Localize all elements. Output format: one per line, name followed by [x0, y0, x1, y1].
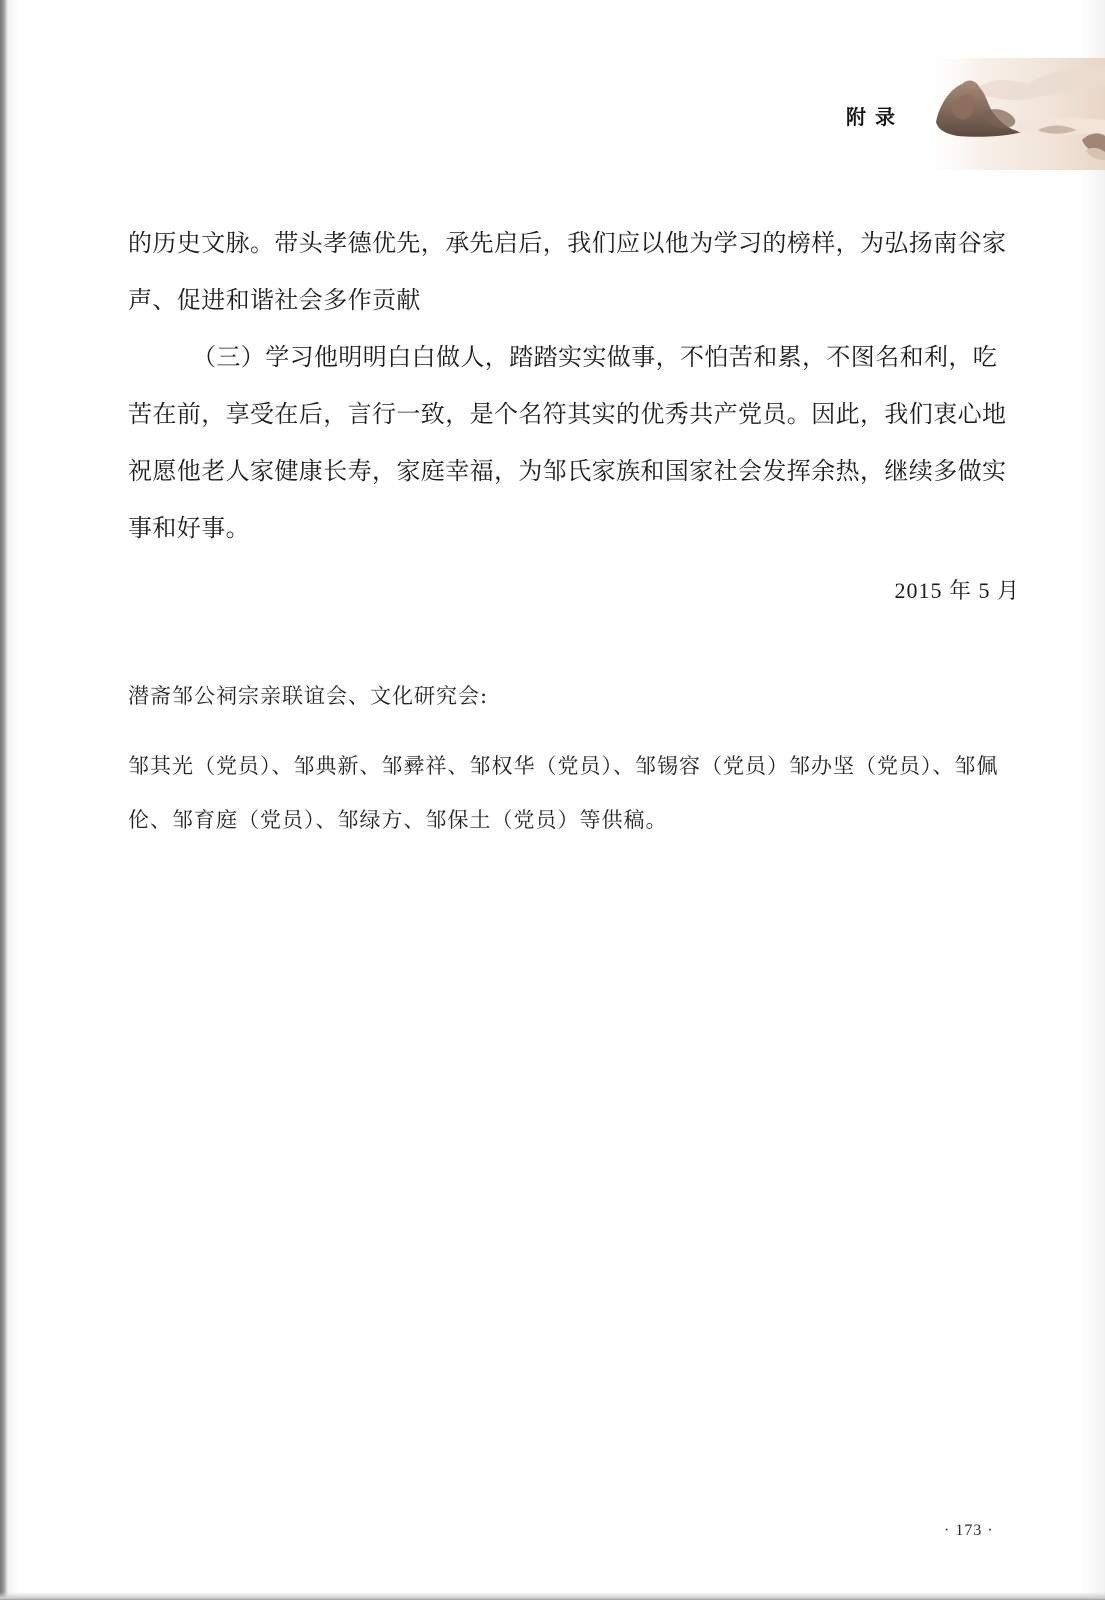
contributors-list: 邹其光（党员）、邹典新、邹彛祥、邹权华（党员）、邹锡容（党员）邹办坚（党员）、邹佩伦、邹育庭（党员）、邹绿方、邹保土（党员）等供稿。 — [128, 754, 999, 832]
page-number: · 173 · — [944, 1522, 994, 1539]
section-header: 附录 — [846, 105, 904, 129]
landscape-illustration — [918, 58, 1105, 170]
paragraph: （三）学习他明明白白做人，踏踏实实做事，不怕苦和累，不图名和利，吃苦在前，享受在后，言行一致，是个名符其实的优秀共产党员。因此，我们衷心地祝愿他老人家健康长寿，家庭幸福，为邹氏家族和国家社会发挥余热，继续多做实事和好事。 — [128, 343, 1007, 542]
scan-bottom-edge — [0, 1592, 1105, 1600]
organization-line: 潜斋邹公祠宗亲联谊会、文化研究会: — [128, 684, 489, 708]
paragraph: 的历史文脉。带头孝德优先，承先启后，我们应以他为学习的榜样，为弘扬南谷家声、促进和谐社会多作贡献 — [128, 229, 1007, 314]
scan-left-edge — [0, 0, 8, 1600]
body-text — [128, 215, 1020, 557]
date-line: 2015 年 5 月 — [894, 578, 1020, 603]
